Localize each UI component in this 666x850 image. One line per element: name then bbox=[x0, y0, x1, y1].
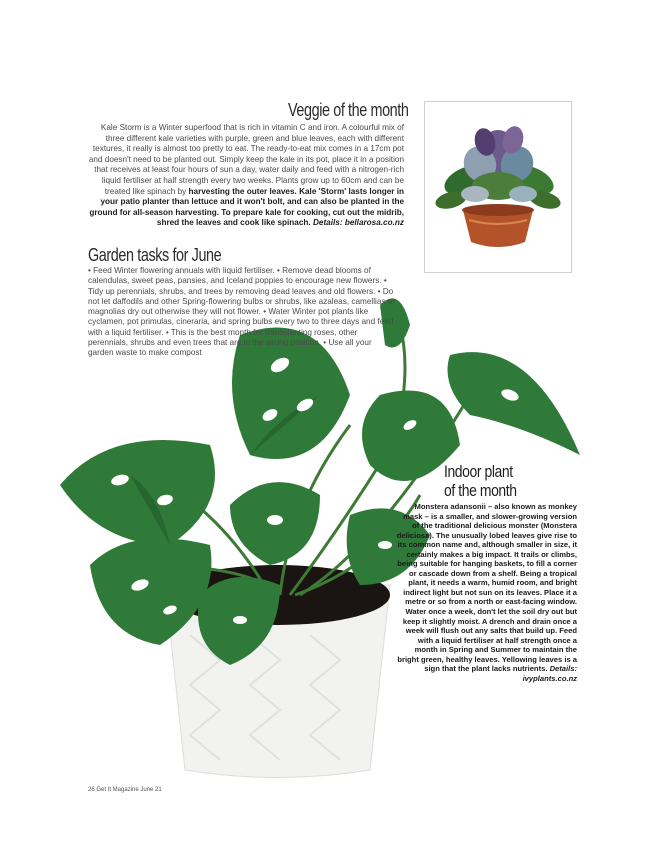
page-footer: 26 Get It Magazine June 21 bbox=[88, 787, 162, 793]
veggie-body-bold-text: harvesting the outer leaves. Kale 'Storm' lasts longer in your patio planter than lettuce and it won't bolt, and can also be planted in the ground for all-season harvesting. To prepare kale for cooking, cut out the midrib, shred the leaves and cook like spinach. bbox=[89, 186, 404, 228]
indoor-credit: Details: ivyplants.co.nz bbox=[522, 664, 577, 683]
indoor-title-line-1: Indoor plant bbox=[444, 462, 513, 481]
garden-tasks-heading: Garden tasks for June bbox=[88, 245, 222, 265]
veggie-of-the-month-heading: Veggie of the month bbox=[288, 100, 409, 120]
veggie-article-text bbox=[88, 123, 404, 229]
veggie-body-text: Kale Storm is a Winter superfood that is rich in vitamin C and iron. A colourful mix of three different kale varieties with purple, green and blue leaves, each with different textures, it really is almost too pretty to eat. The ready-to-eat mix comes in a 17cm pot and doesn't need to be planted out. Simply keep the kale in its pot, place it in a position that receives at least four hours of sun a day, water daily and feed with a nitrogen-rich liquid fertiliser at half strength every two weeks. Plants grow up to 60cm and can be treated like spinach by bbox=[88, 123, 404, 196]
kale-illustration bbox=[425, 102, 571, 272]
indoor-body-text: Monstera adansonii – also known as monkey mask – is a smaller, and slower-growing version of the traditional delicious monster (Monstera deliciosa). The unusually lobed leaves give rise to its common name and, although smaller in size, it certainly makes a big impact. It trails or climbs, being suitable for hanging baskets, to fill a corner or cascade down from a shelf. Being a tropical plant, it needs a warm, humid room, and bright indirect light but not sun on its leaves. Place it a metre or so from a north or east-facing window. Water once a week, don't let the soil dry out but keep it slightly moist. A drench and drain once a week will flush out any salts that build up. Feed with a liquid fertiliser at half strength once a month in Spring and Summer to maintain the bright green, healthy leaves. Yellowing leaves is a sign that the plant lacks nutrients. bbox=[396, 502, 577, 674]
kale-storm-photo bbox=[424, 101, 572, 273]
indoor-plant-article-text bbox=[395, 502, 577, 683]
indoor-plant-heading bbox=[444, 462, 517, 500]
garden-tasks-text: • Feed Winter flowering annuals with liquid fertiliser. • Remove dead blooms of calendulas, sweet peas, pansies, and Iceland poppies to encourage new flowers. • Tidy up perennials, shrubs, and trees by removing dead leaves and old flowers. • Do not let daffodils and other Spring-flowering bulbs or shrubs, like azaleas, camellias or magnolias dry out otherwise they will not flower. • Water Winter pot plants like cyclamen, pot primulas, cineraria, and spring bulbs every two to three days and feed with a liquid fertiliser. • This is the best month for transplanting roses, other perennials, shrubs and even trees that are in the wrong position. • Use all your garden waste to make compost bbox=[88, 266, 396, 358]
veggie-credit: Details: bellarosa.co.nz bbox=[312, 218, 404, 228]
indoor-title-line-2: of the month bbox=[444, 481, 517, 500]
